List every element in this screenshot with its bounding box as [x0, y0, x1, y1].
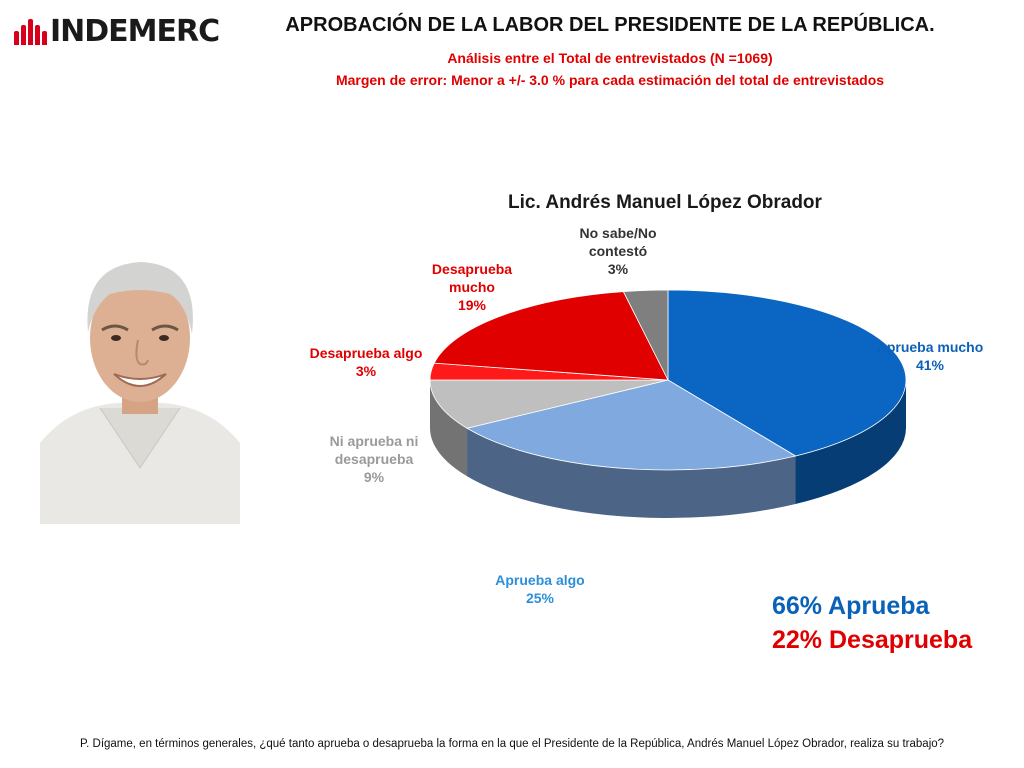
pie-label-no-sabe-no-contesto: No sabe/No contestó 3%	[579, 225, 657, 277]
page-subtitle-margin: Margen de error: Menor a +/- 3.0 % para cada estimación del total de entrevistados	[335, 72, 885, 88]
logo-text: INDEMERC	[50, 14, 220, 49]
page-subtitle-sample: Análisis entre el Total de entrevistados (N =1069)	[447, 50, 773, 66]
summary-approve: 66% Aprueba	[772, 592, 930, 620]
page-title: APROBACIÓN DE LA LABOR DEL PRESIDENTE DE LA REPÚBLICA.	[285, 14, 935, 36]
summary-disapprove: 22% Desaprueba	[772, 626, 973, 654]
pie-label-desaprueba-mucho: Desaprueba mucho 19%	[431, 261, 513, 313]
pie-label-desaprueba-algo: Desaprueba algo 3%	[309, 345, 423, 379]
pie-label-aprueba-algo: Aprueba algo 25%	[495, 572, 585, 606]
pie-label-ni-aprueba-ni-desaprueba: Ni aprueba ni desaprueba 9%	[329, 433, 419, 485]
chart-title: Lic. Andrés Manuel López Obrador	[508, 192, 822, 213]
pie-label-aprueba-mucho: Aprueba mucho 41%	[876, 339, 984, 373]
survey-question: P. Dígame, en términos generales, ¿qué tanto aprueba o desaprueba la forma en la que el Presidente de la República, Andrés Manuel López Obrador, realiza su trabajo?	[79, 738, 945, 750]
